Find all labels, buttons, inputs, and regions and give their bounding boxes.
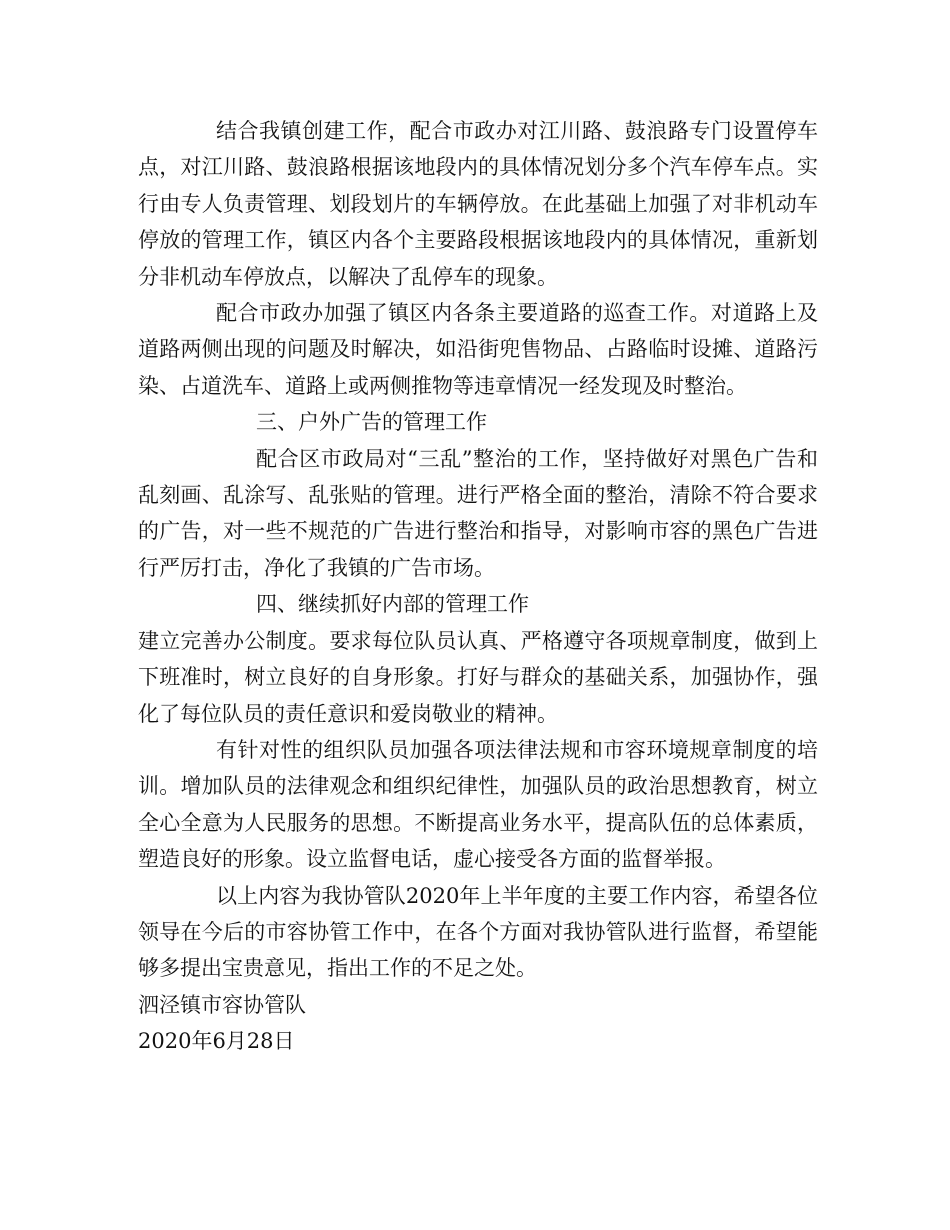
signature: 泗泾镇市容协管队 [138, 992, 306, 1017]
section-heading-internal-management: 四、继续抓好内部的管理工作 [256, 592, 529, 617]
paragraph-road-patrol: 配合市政办加强了镇区内各条主要道路的巡查工作。对道路上及道路两侧出现的问题及时解决，如沿街兜售物品、占路临时设摊、道路污染、占道洗车、道路上或两侧推物等违章情况一经发现及时整治。 [138, 301, 818, 398]
paragraph-parking: 结合我镇创建工作，配合市政办对江川路、鼓浪路专门设置停车点，对江川路、鼓浪路根据该地段内的具体情况划分多个汽车停车点。实行由专人负责管理、划段划片的车辆停放。在此基础上加强了对非机动车停放的管理工作，镇区内各个主要路段根据该地段内的具体情况，重新划分非机动车停放点，以解决了乱停车的现象。 [138, 119, 818, 289]
paragraph-office-system: 建立完善办公制度。要求每位队员认真、严格遵守各项规章制度，做到上下班准时，树立良好的自身形象。打好与群众的基础关系，加强协作，强化了每位队员的责任意识和爱岗敬业的精神。 [138, 628, 818, 726]
paragraph-outdoor-ads: 配合区市政局对“三乱”整治的工作，坚持做好对黑色广告和乱刻画、乱涂写、乱张贴的管理。进行严格全面的整治，清除不符合要求的广告，对一些不规范的广告进行整治和指导，对影响市容的黑色广告进行严厉打击，净化了我镇的广告市场。 [138, 446, 818, 580]
document-body [138, 113, 818, 1060]
section-heading-outdoor-ads: 三、户外广告的管理工作 [256, 410, 487, 435]
paragraph-training: 有针对性的组织队员加强各项法律法规和市容环境规章制度的培训。增加队员的法律观念和组织纪律性，加强队员的政治思想教育，树立全心全意为人民服务的思想。不断提高业务水平，提高队伍的总体素质，塑造良好的形象。设立监督电话，虚心接受各方面的监督举报。 [138, 737, 818, 872]
paragraph-closing: 以上内容为我协管队2020年上半年度的主要工作内容，希望各位领导在今后的市容协管工作中，在各个方面对我协管队进行监督，希望能够多提出宝贵意见，指出工作的不足之处。 [138, 883, 818, 981]
document-date: 2020年6月28日 [138, 1029, 295, 1054]
